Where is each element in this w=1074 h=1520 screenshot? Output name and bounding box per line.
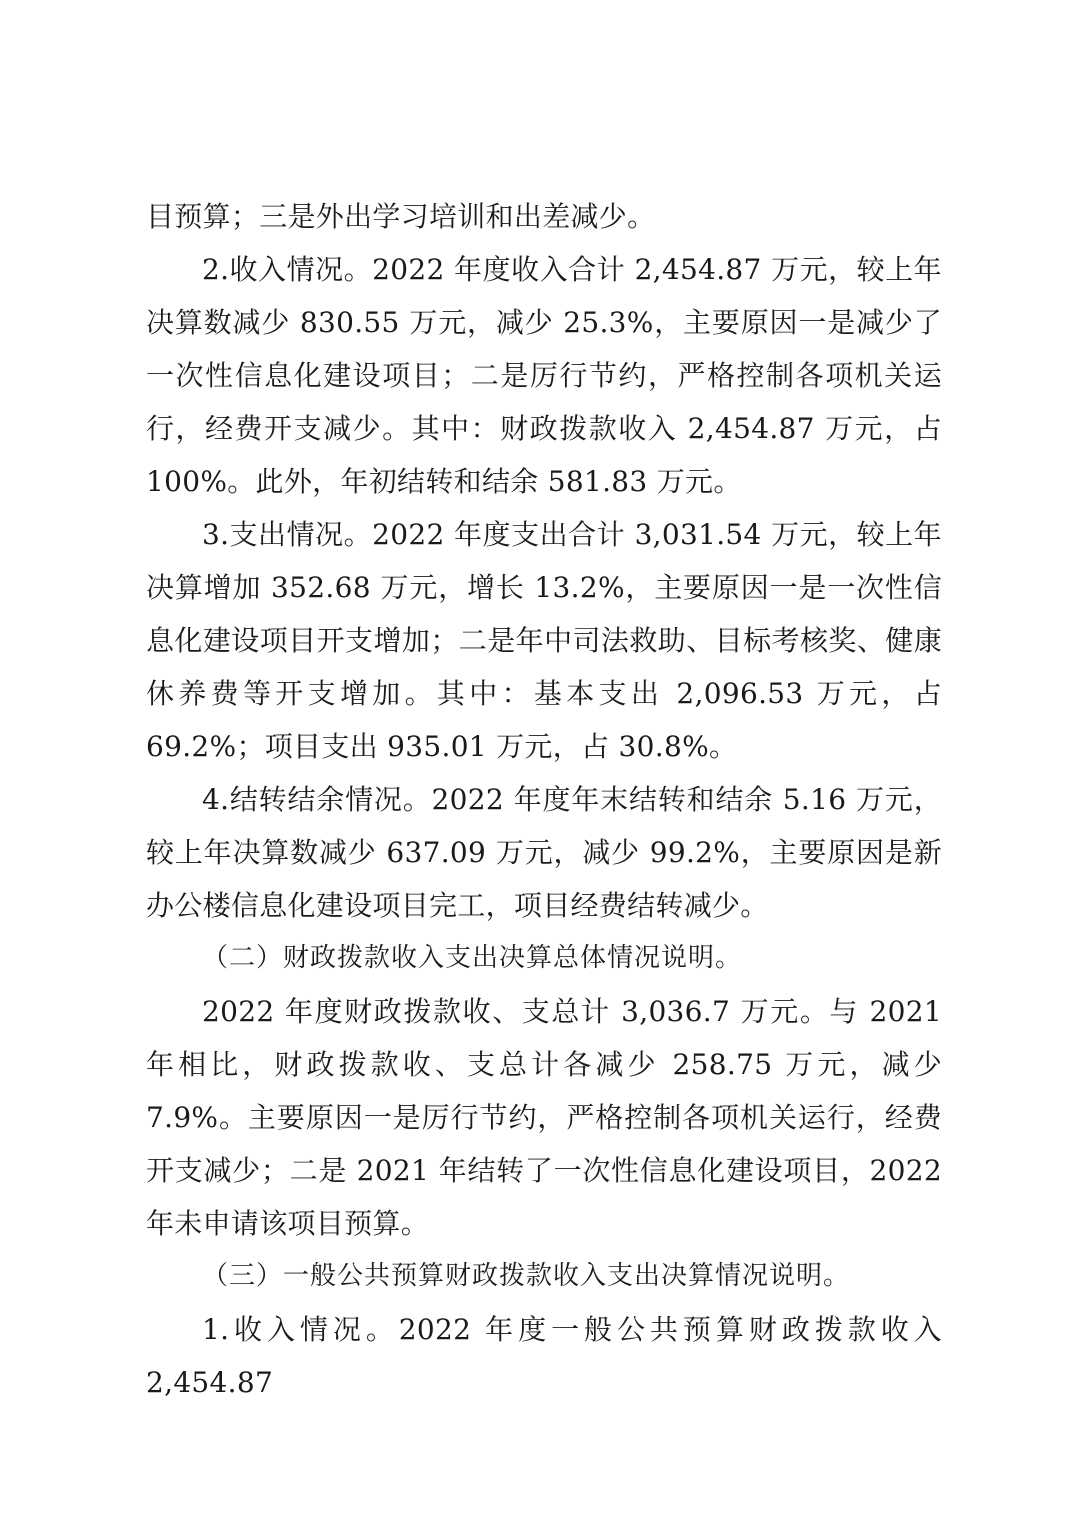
paragraph-carryover: 4.结转结余情况。2022 年度年末结转和结余 5.16 万元，较上年决算数减少 637.09 万元，减少 99.2%，主要原因是新办公楼信息化建设项目完工，项目经费结转减少。 bbox=[146, 783, 942, 922]
paragraph-fiscal-total: 2022 年度财政拨款收、支总计 3,036.7 万元。与 2021 年相比，财政拨款收、支总计各减少 258.75 万元，减少 7.9%。主要原因一是厉行节约，严格控制各项机关运行，经费开支减少；二是 2021 年结转了一次性信息化建设项目，2022 年未申请该项目预算。 bbox=[146, 995, 942, 1240]
paragraph-continuation: 目预算；三是外出学习培训和出差减少。 bbox=[146, 200, 656, 233]
paragraph-expenditure: 3.支出情况。2022 年度支出合计 3,031.54 万元，较上年决算增加 352.68 万元，增长 13.2%，主要原因一是一次性信息化建设项目开支增加；二是年中司法救助、目标考核奖、健康休养费等开支增加。其中：基本支出 2,096.53 万元，占 69.2%；项目支出 935.01 万元，占 30.8%。 bbox=[146, 518, 942, 763]
paragraph-general-budget-income: 1.收入情况。2022 年度一般公共预算财政拨款收入 2,454.87 bbox=[146, 1313, 942, 1399]
section-heading-2: （二）财政拨款收入支出决算总体情况说明。 bbox=[202, 943, 743, 973]
paragraph-income: 2.收入情况。2022 年度收入合计 2,454.87 万元，较上年决算数减少 830.55 万元，减少 25.3%，主要原因一是减少了一次性信息化建设项目；二是厉行节约，严格控制各项机关运行，经费开支减少。其中：财政拨款收入 2,454.87 万元，占 100%。此外，年初结转和结余 581.83 万元。 bbox=[146, 253, 942, 498]
document-body bbox=[146, 190, 942, 1409]
section-heading-3: （三）一般公共预算财政拨款收入支出决算情况说明。 bbox=[202, 1261, 851, 1291]
